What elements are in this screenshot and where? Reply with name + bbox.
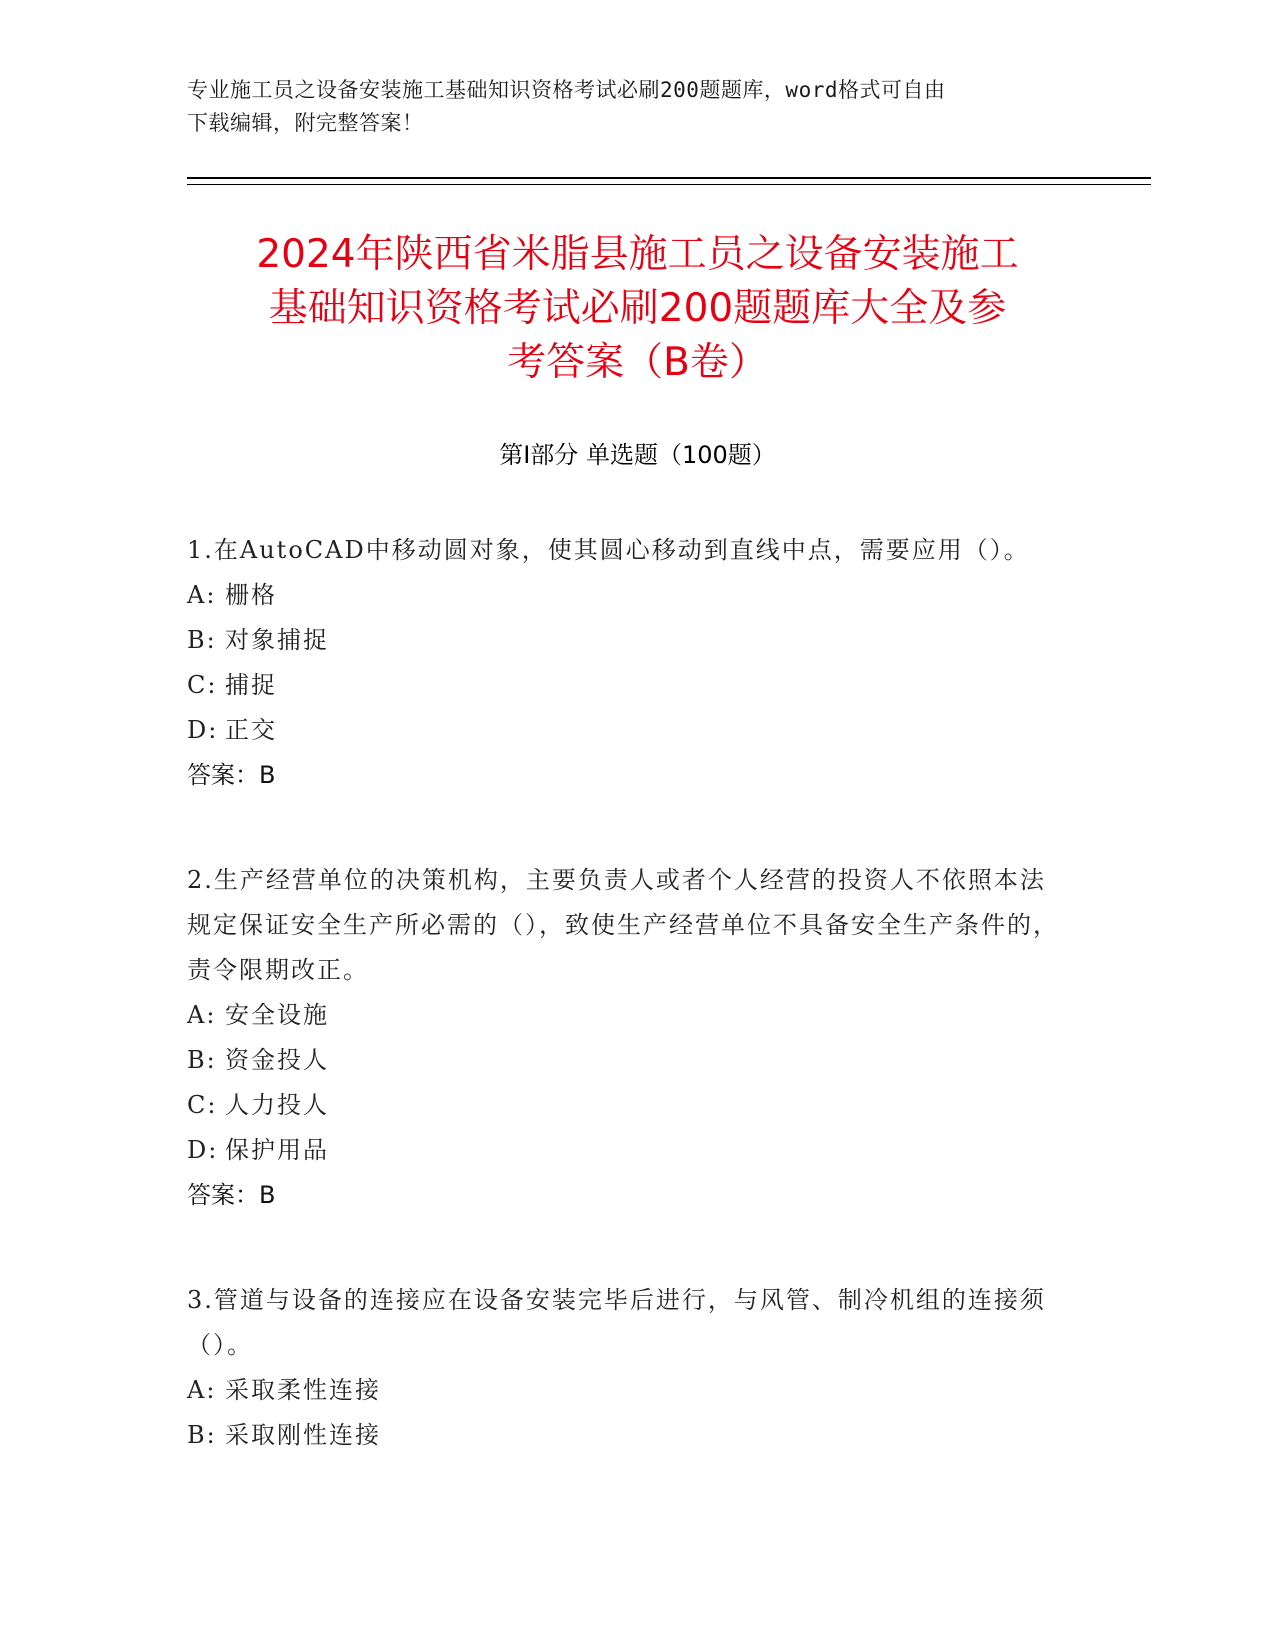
option-key: D:	[187, 1136, 219, 1164]
option-text: 采取刚性连接	[225, 1421, 381, 1449]
option-text: 保护用品	[225, 1136, 329, 1164]
option-key: C:	[187, 671, 218, 699]
question-stem: 3.管道与设备的连接应在设备安装完毕后进行，与风管、制冷机组的连接须（）。	[187, 1286, 1046, 1359]
option-a	[187, 573, 1067, 618]
title-line: 考答案（B卷）	[507, 340, 768, 385]
option-text: 正交	[225, 716, 277, 744]
option-key: A:	[187, 1376, 217, 1404]
section-title: 第Ⅰ部分 单选题（100题）	[499, 441, 776, 469]
option-c	[187, 663, 1067, 708]
question-stem: 1.在AutoCAD中移动圆对象，使其圆心移动到直线中点，需要应用（）。	[187, 536, 1030, 564]
option-key: C:	[187, 1091, 218, 1119]
option-key: A:	[187, 1001, 217, 1029]
option-text: 资金投人	[225, 1046, 329, 1074]
question-2	[187, 858, 1067, 1218]
option-d	[187, 1128, 1067, 1173]
header-divider-thin	[187, 184, 1151, 185]
header-divider-thick	[187, 177, 1151, 179]
answer: 答案：B	[187, 1181, 276, 1209]
option-text: 栅格	[225, 581, 277, 609]
title-line: 2024年陕西省米脂县施工员之设备安装施工	[256, 232, 1019, 277]
option-d	[187, 708, 1067, 753]
question-1	[187, 528, 1067, 798]
option-key: A:	[187, 581, 217, 609]
option-key: D:	[187, 716, 219, 744]
option-key: B:	[187, 1421, 217, 1449]
question-list	[187, 528, 1067, 1518]
option-c	[187, 1083, 1067, 1128]
option-text: 对象捕捉	[225, 626, 329, 654]
option-text: 采取柔性连接	[225, 1376, 381, 1404]
header-note	[187, 74, 1087, 140]
document-title	[150, 228, 1125, 390]
option-key: B:	[187, 626, 217, 654]
option-text: 人力投人	[225, 1091, 329, 1119]
answer: 答案：B	[187, 761, 276, 789]
option-b	[187, 1413, 1067, 1458]
option-a	[187, 1368, 1067, 1413]
option-b	[187, 618, 1067, 663]
option-text: 捕捉	[225, 671, 277, 699]
question-stem: 2.生产经营单位的决策机构，主要负责人或者个人经营的投资人不依照本法规定保证安全生产所必需的（），致使生产经营单位不具备安全生产条件的，责令限期改正。	[187, 866, 1059, 984]
option-text: 安全设施	[225, 1001, 329, 1029]
option-a	[187, 993, 1067, 1038]
header-note-line: 专业施工员之设备安装施工基础知识资格考试必刷200题题库，word格式可自由	[187, 78, 946, 102]
title-line: 基础知识资格考试必刷200题题库大全及参	[268, 286, 1007, 331]
header-note-line: 下载编辑，附完整答案！	[187, 111, 424, 135]
question-3	[187, 1278, 1067, 1458]
option-key: B:	[187, 1046, 217, 1074]
option-b	[187, 1038, 1067, 1083]
